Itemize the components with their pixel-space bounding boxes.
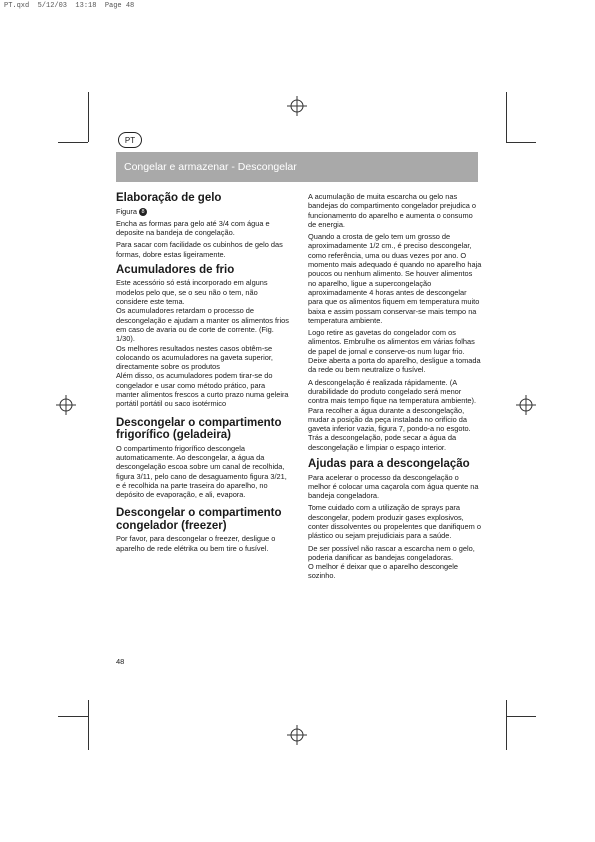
paragraph: Quando a crosta de gelo tem um grosso de aproximadamente 1/2 cm., é preciso descongelar, como referência, uma ou duas vezes por ano. O momento mais adequado é quando no aparelho haja poucos ou nenhum alimento. Se houver alimentos no aparelho, ligue a supercongelação aproximadamente 4 horas antes de descongelar para que os alimentos fiquem em temperatura muito baixa e assim possam conservar-se mais tempo na temperatura ambiente. xyxy=(308,232,482,325)
registration-mark-icon xyxy=(287,96,307,116)
heading-defrost-fridge: Descongelar o compartimento frigorífico (geladeira) xyxy=(116,416,282,442)
paragraph: Para sacar com facilidade os cubinhos de gelo das formas, dobre estas ligeiramente. xyxy=(116,240,283,259)
paragraph: Os acumuladores retardam o processo de descongelação e ajudam a manter os alimentos frios em caso de avaria ou de corte de corrente. (Fig. 1/30). xyxy=(116,306,289,344)
page-number: 48 xyxy=(116,657,125,666)
paragraph: De ser possível não rascar a escarcha nem o gelo, poderia danificar as bandejas congeladoras. xyxy=(308,543,475,562)
paragraph: Os melhores resultados nestes casos obtêm-se colocando os acumuladores na gaveta superior, directamente sobre os produtos xyxy=(116,343,273,372)
registration-mark-icon xyxy=(56,395,76,415)
registration-mark-icon xyxy=(287,725,307,745)
figure-reference xyxy=(116,207,290,216)
heading-defrost-freezer: Descongelar o compartimento congelador (freezer) xyxy=(116,507,282,532)
paragraph: Este acessório só está incorporado em alguns modelos pelo que, se o seu não o tem, não considere este tema. xyxy=(116,278,268,307)
figure-label: Figura xyxy=(116,206,137,216)
crop-mark xyxy=(58,716,88,717)
paragraph: O compartimento frigorífico descongela automaticamente. Ao descongelar, a água da descongelação escoa sobre um canal de recolhida, figura 3/11, pelo cano de desaguamento figura 3/21, e é recolhida na parte traseira do aparelho, no depósito de evaporação, e ali, evapora. xyxy=(116,443,287,500)
print-slug: PT.qxd 5/12/03 13:18 Page 48 xyxy=(4,2,135,10)
crop-mark xyxy=(88,700,89,750)
language-badge: PT xyxy=(118,132,142,148)
paragraph: Encha as formas para gelo até 3/4 com água e deposite na bandeja de congelação. xyxy=(116,218,270,238)
crop-mark xyxy=(506,716,536,717)
heading-defrost-help: Ajudas para a descongelação xyxy=(308,458,470,471)
heading-ice-making: Elaboração de gelo xyxy=(116,192,222,204)
section-banner xyxy=(116,152,478,182)
paragraph: Para acelerar o processo da descongelação o melhor é colocar uma caçarola com água quente na bandeja congeladora. xyxy=(308,472,479,501)
right-column xyxy=(308,192,482,584)
crop-mark xyxy=(506,92,507,142)
paragraph: Logo retire as gavetas do congelador com os alimentos. Embrulhe os alimentos em várias folhas de papel de jornal e conserve-os num lugar frio. Deixe aberta a porta do aparelho, desligue a tomada da rede ou bem neutralize o fusível. xyxy=(308,328,481,375)
paragraph: A descongelação é realizada rápidamente. (A durabilidade do produto congelado será menor contra mais tempo fique na temperatura ambiente). Para recolher a água durante a descongelação, mudar a posição da peça instalada no orifício da gaveta inferior vazia, figura 7, pondo-a no esgoto. Trás a descongelação, pode secar a água da descongelação e limpiar o espaço interior. xyxy=(308,377,477,452)
paragraph: A acumulação de muita escarcha ou gelo nas bandejas do compartimento congelador prejudica o funcionamento do aparelho e aumenta o consumo de energia. xyxy=(308,192,477,229)
paragraph: O melhor é deixar que o aparelho descongele sozinho. xyxy=(308,562,458,581)
paragraph: Além disso, os acumuladores podem tirar-se do congelador e usar como método prático, para manter alimentos frescos a curto prazo numa geleira portátil portátil ou saco isotérmico xyxy=(116,371,289,409)
crop-mark xyxy=(88,92,89,142)
crop-mark xyxy=(58,142,88,143)
crop-mark xyxy=(506,700,507,750)
paragraph: Tome cuidado com a utilização de sprays para descongelar, podem produzir gases explosivos, conter dissolventes ou propelentes que danifiquem o plástico ou sejam prejudiciais para a saúde. xyxy=(308,503,481,541)
paragraph: Por favor, para descongelar o freezer, desligue o aparelho de rede elétrika ou bem tire o fusível. xyxy=(116,534,276,553)
registration-mark-icon xyxy=(516,395,536,415)
heading-cold-accumulators: Acumuladores de frio xyxy=(116,263,235,276)
figure-number-icon: 8 xyxy=(139,208,147,216)
left-column xyxy=(116,192,290,556)
crop-mark xyxy=(506,142,536,143)
section-title: Congelar e armazenar - Descongelar xyxy=(124,161,297,173)
